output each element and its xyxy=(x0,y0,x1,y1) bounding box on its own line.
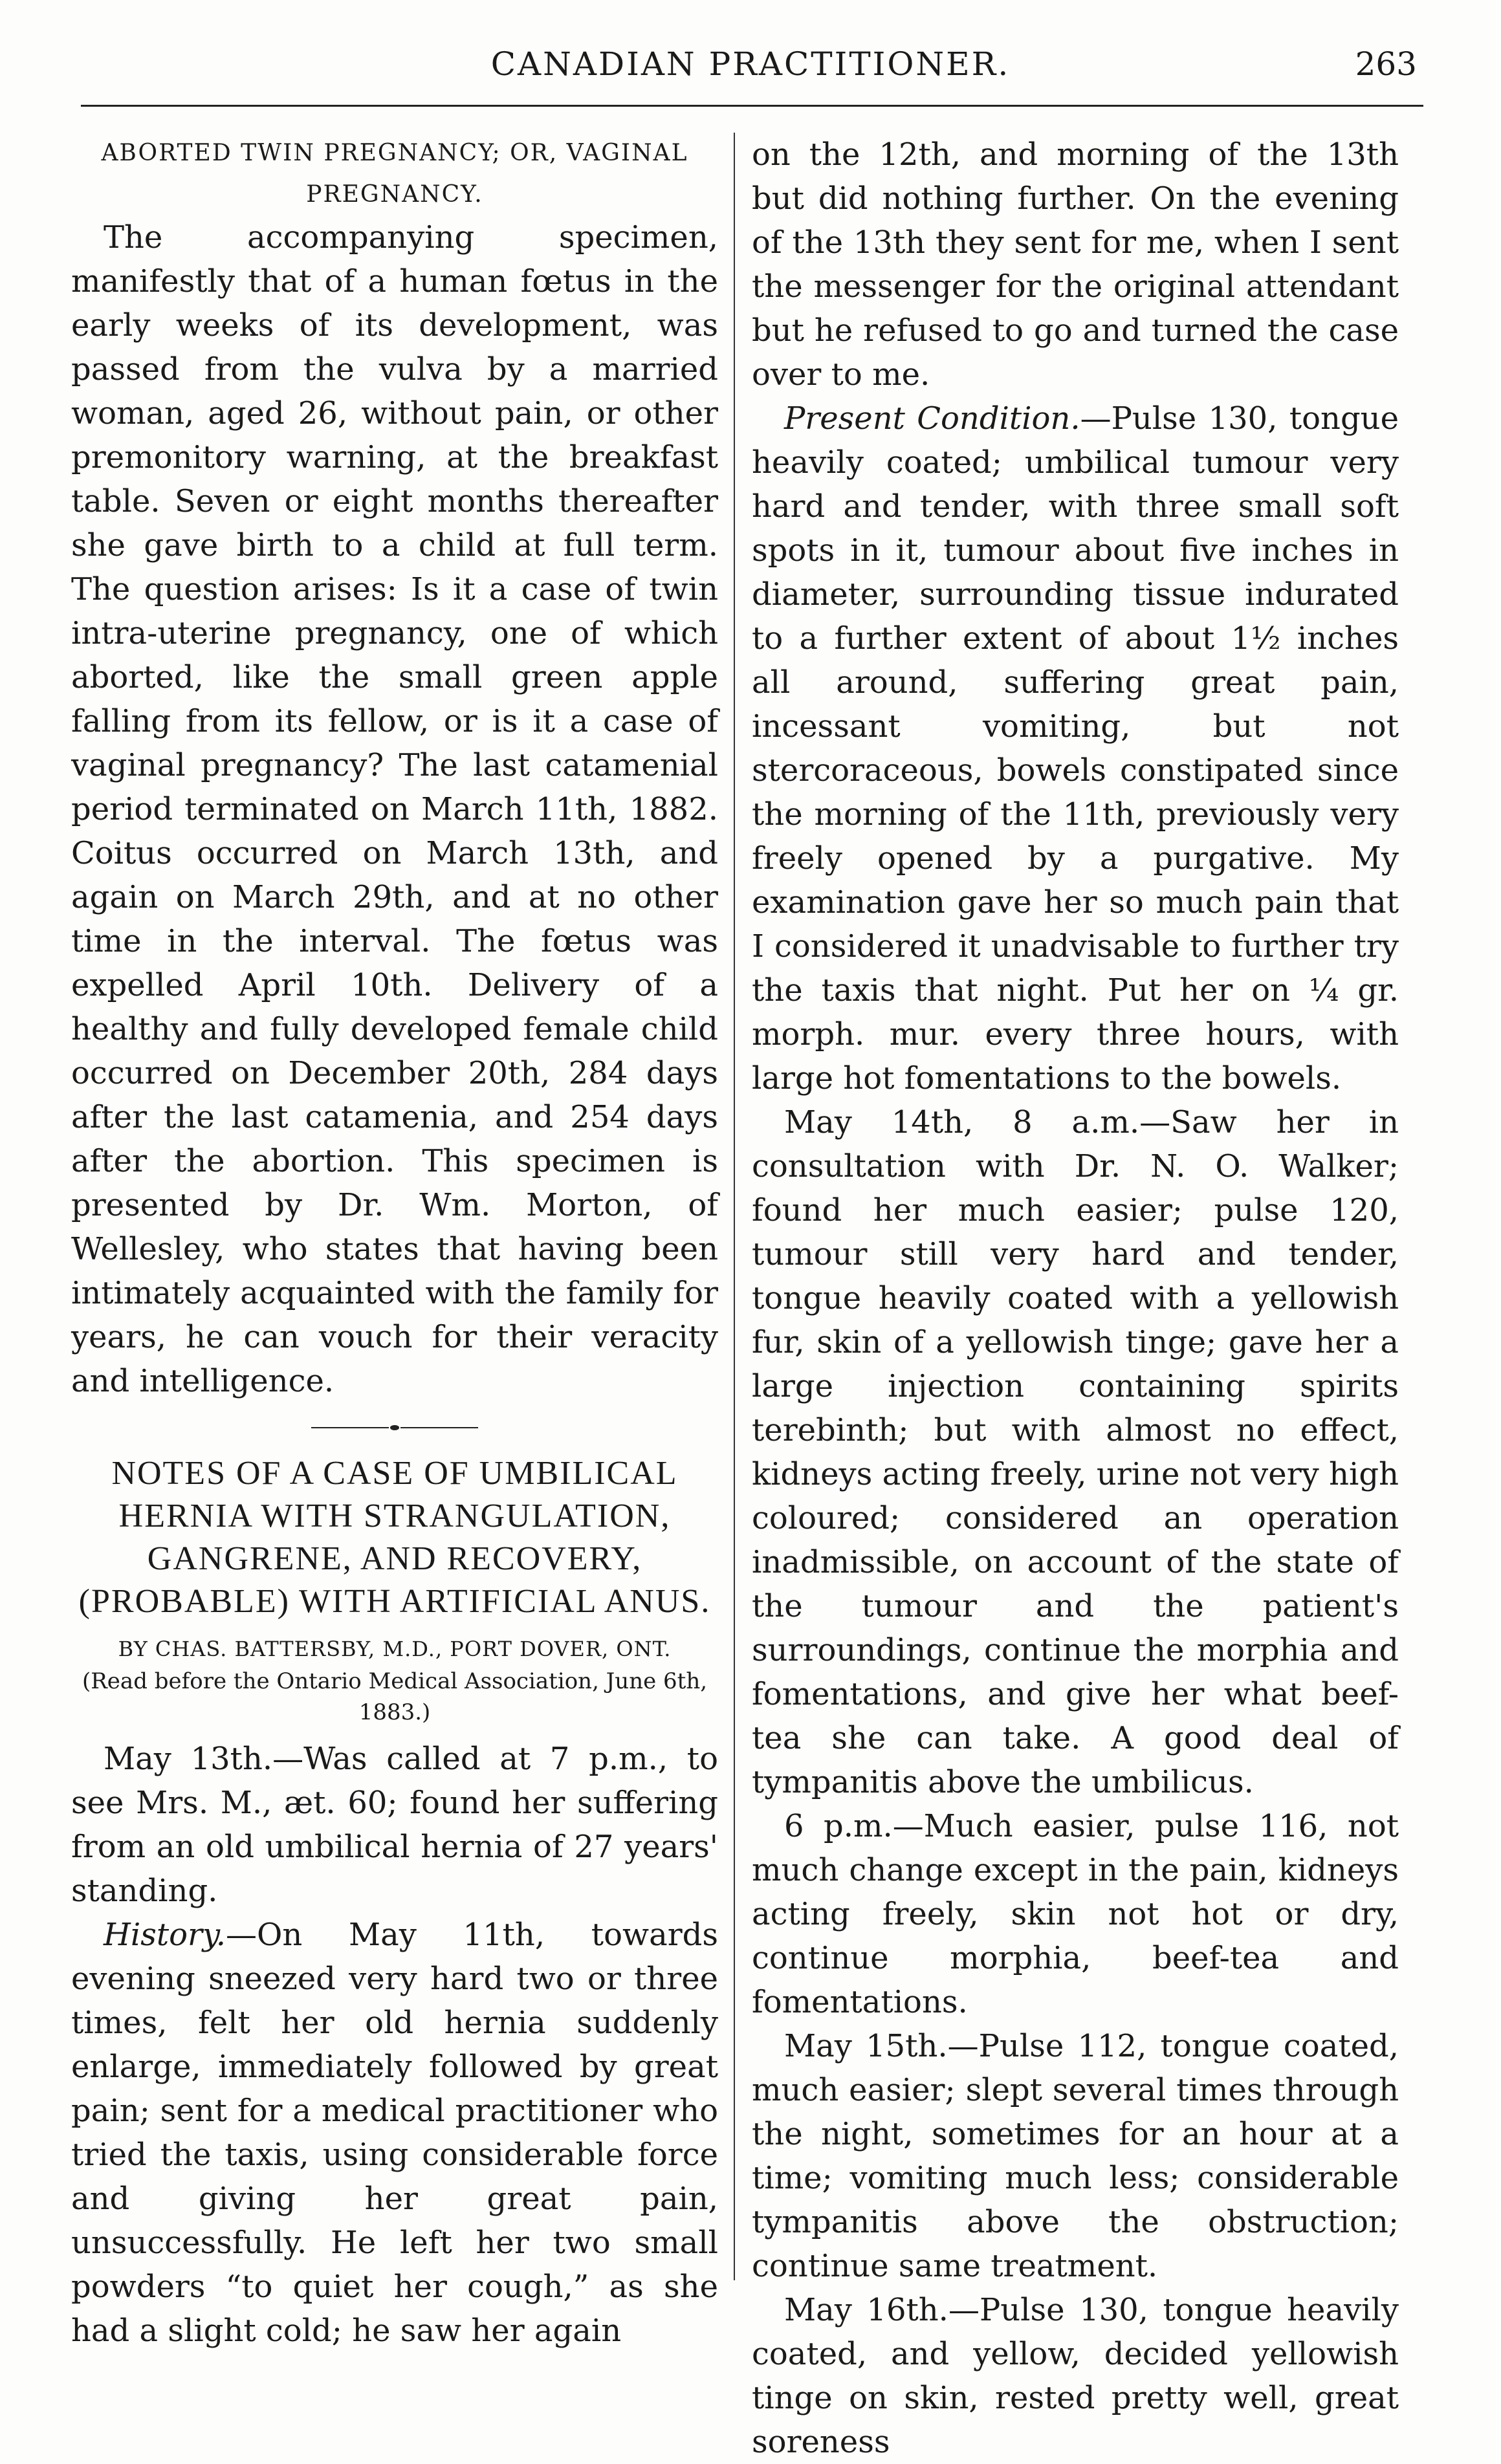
header-rule xyxy=(81,105,1423,107)
divider-ornament xyxy=(390,1425,399,1430)
aborted-pregnancy-paragraph: The accompanying specimen, manifestly that of a human fœtus in the early weeks of its development, was passed from the vulva by a married woman, aged 26, without pain, or other premonitory warning, at the breakfast table. Seven or eight months thereafter she gave birth to a child at full term. The question arises: Is it a case of twin intra-uterine pregnancy, one of which aborted, like the small green apple falling from its fellow, or is it a case of vaginal pregnancy? The last catamenial period terminated on March 11th, 1882. Coitus occurred on March 13th, and again on March 29th, and at no other time in the interval. The fœtus was expelled April 10th. Delivery of a healthy and fully developed female child occurred on December 20th, 284 days after the last catamenia, and 254 days after the abortion. This specimen is presented by Dr. Wm. Morton, of Wellesley, who states that having been intimately acquainted with the family for years, he can vouch for their veracity and intelligence. xyxy=(71,219,718,1399)
present-condition-text: —Pulse 130, tongue heavily coated; umbilical tumour very hard and tender, with three small soft spots in it, tumour about five inches in diameter, surrounding tissue indurated to a further extent of about 1½ inches all around, suffering great pain, incessant vomiting, but not stercoraceous, bowels constipated since the morning of the 11th, previously very freely opened by a purgative. My examination gave her so much pain that I considered it unadvisable to further try the taxis that night. Put her on ¼ gr. morph. mur. every three hours, with large hot fomentations to the bowels. xyxy=(752,400,1399,1096)
may-16-paragraph: May 16th.—Pulse 130, tongue heavily coated, and yellow, decided yellowish tinge on skin, rested pretty well, great soreness xyxy=(752,2292,1399,2460)
section-title xyxy=(71,133,718,215)
section-title-line2: PREGNANCY. xyxy=(306,181,483,208)
page-number: 263 xyxy=(1355,45,1417,83)
present-condition-paragraph xyxy=(752,397,1399,1100)
read-note: (Read before the Ontario Medical Association, June 6th, 1883.) xyxy=(82,1668,708,1725)
history-label: History. xyxy=(104,1917,226,1953)
right-column xyxy=(752,133,1399,2464)
section-divider xyxy=(71,1410,718,1446)
may-14-paragraph: May 14th, 8 a.m.—Saw her in consultation with Dr. N. O. Walker; found her much easier; pulse 120, tumour still very hard and tender, tongue heavily coated with a yellowish fur, skin of a yellowish tinge; gave her a large injection containing spirits terebinth; but with almost no effect, kidneys acting freely, urine not very high coloured; considered an operation inadmissible, on account of the state of the tumour and the patient's surroundings, continue the morphia and fomentations, and give her what beef-tea she can take. A good deal of tympanitis above the umbilicus. xyxy=(752,1104,1399,1800)
article-byline: BY CHAS. BATTERSBY, M.D., PORT DOVER, ONT. xyxy=(118,1637,672,1661)
evening-paragraph: 6 p.m.—Much easier, pulse 116, not much change except in the pain, kidneys acting freely, skin not hot or dry, continue morphia, beef-tea and fomentations. xyxy=(752,1808,1399,2020)
history-paragraph xyxy=(71,1913,718,2353)
present-condition-label: Present Condition. xyxy=(784,400,1080,437)
divider-line xyxy=(400,1427,478,1428)
article-title: NOTES OF A CASE OF UMBILICAL HERNIA WITH STRANGULATION, GANGRENE, AND RECOVERY, (PROBABLE) WITH ARTIFICIAL ANUS. xyxy=(78,1455,711,1620)
column-divider xyxy=(734,133,735,2280)
case-intro-paragraph: May 13th.—Was called at 7 p.m., to see Mrs. M., æt. 60; found her suffering from an old umbilical hernia of 27 years' standing. xyxy=(71,1741,718,1909)
running-title: CANADIAN PRACTITIONER. xyxy=(490,45,1011,83)
left-column xyxy=(71,133,718,2353)
section-title-line1: ABORTED TWIN PREGNANCY; OR, VAGINAL xyxy=(101,140,688,166)
may-15-paragraph: May 15th.—Pulse 112, tongue coated, much easier; slept several times through the night, sometimes for an hour at a time; vomiting much less; considerable tympanitis above the obstruction; continue same treatment. xyxy=(752,2028,1399,2284)
page-header xyxy=(84,45,1417,91)
history-text: —On May 11th, towards evening sneezed very hard two or three times, felt her old hernia suddenly enlarge, immediately followed by great pain; sent for a medical practitioner who tried the taxis, using considerable force and giving her great pain, unsuccessfully. He left her two small powders “to quiet her cough,” as she had a slight cold; he saw her again xyxy=(71,1917,718,2349)
continuation-paragraph: on the 12th, and morning of the 13th but did nothing further. On the evening of the 13th they sent for me, when I sent the messenger for the original attendant but he refused to go and turned the case over to me. xyxy=(752,136,1399,393)
divider-line xyxy=(311,1427,389,1428)
